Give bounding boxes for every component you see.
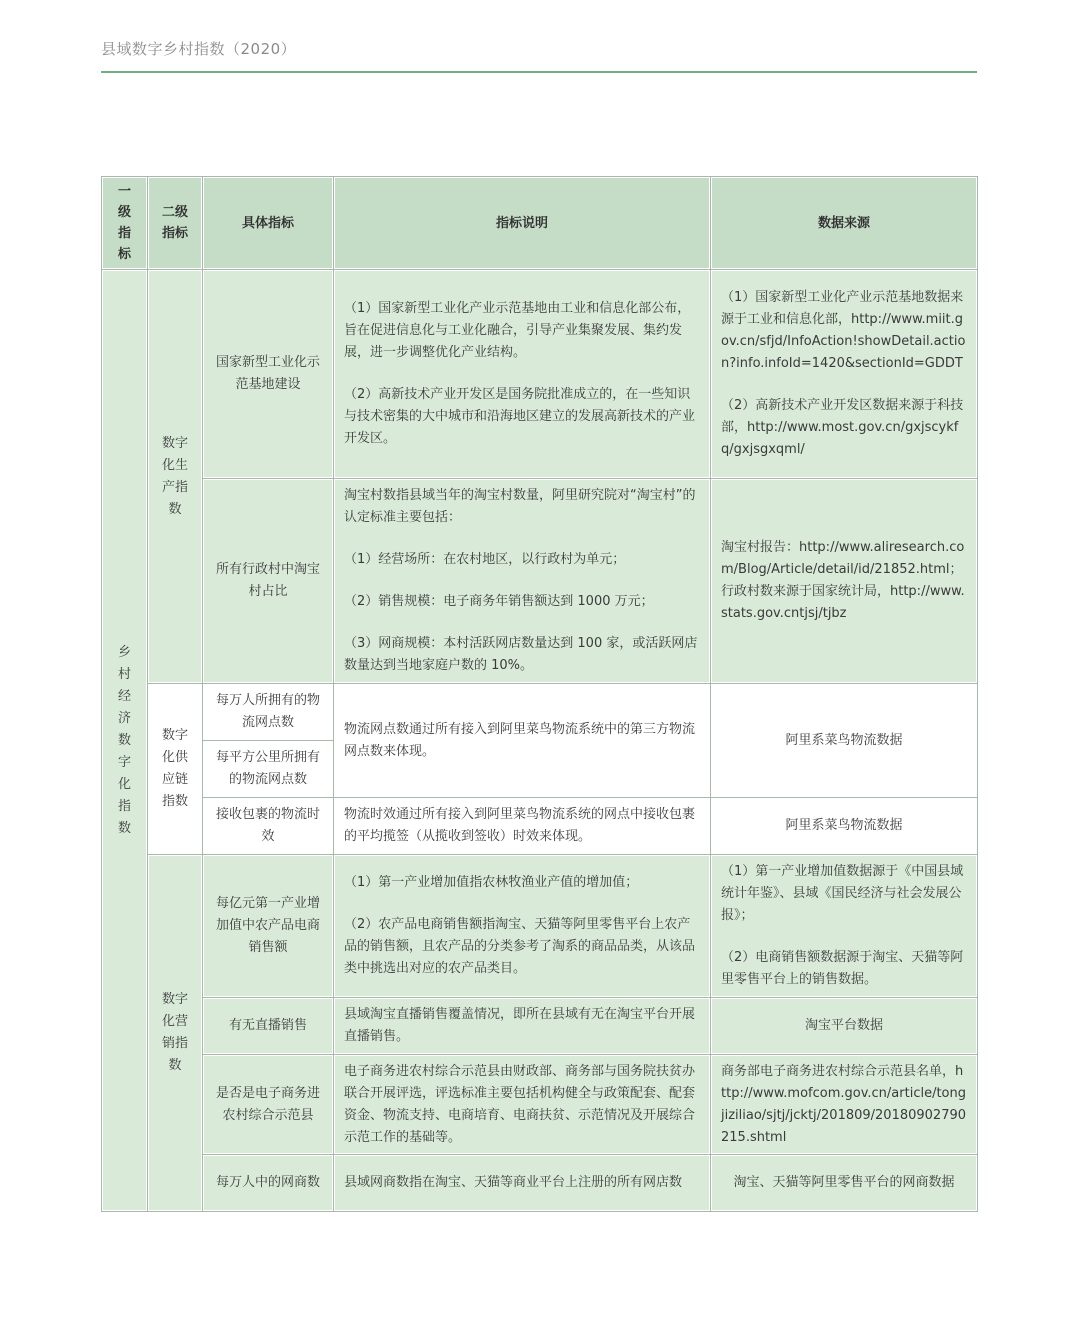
indicator-description [334,684,711,798]
specific-indicator: 每万人所拥有的物流网点数 [203,684,334,741]
description-paragraph: （2）销售规模：电子商务年销售额达到 1000 万元； [344,594,654,609]
data-source [711,855,978,998]
data-source: 阿里系菜鸟物流数据 [711,798,978,855]
description-paragraph: 物流时效通过所有接入到阿里菜鸟物流系统的网点中接收包裹的平均揽签（从揽收到签收）时效来体现。 [344,807,696,844]
specific-indicator: 每亿元第一产业增加值中农产品电商销售额 [203,855,334,998]
column-header: 指标说明 [334,177,711,270]
description-paragraph: （2）农产品电商销售额指淘宝、天猫等阿里零售平台上农产品的销售额，且农产品的分类参考了淘系的商品品类，从该品类中挑选出对应的农产品类目。 [344,917,696,976]
description-paragraph: （1）第一产业增加值指农林牧渔业产值的增加值； [344,875,639,890]
indicator-description [334,798,711,855]
specific-indicator: 接收包裹的物流时效 [203,798,334,855]
source-paragraph: （1）国家新型工业化产业示范基地数据来源于工业和信息化部，http://www.miit.gov.cn/sfjd/InfoAction!showDetail.action?info.infoId=1420&sectionId=GDDT [721,290,966,371]
column-header: 数据来源 [711,177,978,270]
indicator-description [334,479,711,684]
source-paragraph: （1）第一产业增加值数据源于《中国县域统计年鉴》、县域《国民经济与社会发展公报》； [721,864,964,923]
specific-indicator: 每平方公里所拥有的物流网点数 [203,741,334,798]
table-row [102,1055,978,1155]
source-paragraph: 淘宝村报告：http://www.aliresearch.com/Blog/Article/detail/id/21852.html；行政村数来源于国家统计局，http://www.stats.gov.cntjsj/tjbz [721,540,965,621]
table-row [102,684,978,741]
description-paragraph: 县域网商数指在淘宝、天猫等商业平台上注册的所有网店数 [344,1175,683,1190]
data-source: 淘宝平台数据 [711,998,978,1055]
level2-indicator [148,684,203,855]
level2-indicator [148,855,203,1212]
data-source: 阿里系菜鸟物流数据 [711,684,978,798]
indicator-description [334,998,711,1055]
indicator-description [334,1155,711,1212]
column-header: 一级 指标 [102,177,148,270]
description-paragraph: 县域淘宝直播销售覆盖情况，即所在县域有无在淘宝平台开展直播销售。 [344,1007,696,1044]
table-row [102,479,978,684]
data-source [711,1055,978,1155]
level2-indicator-label: 数字 化生 产指 数 [161,435,188,517]
column-header: 二级 指标 [148,177,203,270]
level2-indicator-label: 数字 化营 销指 数 [161,992,188,1073]
specific-indicator: 有无直播销售 [203,998,334,1055]
indicator-table [101,176,978,1212]
table-header-row [102,177,978,270]
indicator-description [334,1055,711,1155]
table-row [102,270,978,479]
data-source: 淘宝、天猫等阿里零售平台的网商数据 [711,1155,978,1212]
description-paragraph: （2）高新技术产业开发区是国务院批准成立的，在一些知识与技术密集的大中城市和沿海地区建立的发展高新技术的产业开发区。 [344,387,696,446]
description-paragraph: （1）国家新型工业化产业示范基地由工业和信息化部公布，旨在促进信息化与工业化融合，引导产业集聚发展、集约发展，进一步调整优化产业结构。 [344,301,691,360]
data-source [711,270,978,479]
level1-indicator-label: 乡 村 经 济 数 字 化 指 数 [117,644,131,836]
column-header: 具体指标 [203,177,334,270]
source-paragraph: （2）电商销售额数据源于淘宝、天猫等阿里零售平台上的销售数据。 [721,950,964,987]
specific-indicator: 每万人中的网商数 [203,1155,334,1212]
description-paragraph: 电子商务进农村综合示范县由财政部、商务部与国务院扶贫办联合开展评选，评选标准主要包括机构健全与政策配套、配套资金、物流支持、电商培育、电商扶贫、示范情况及开展综合示范工作的基础等。 [344,1063,696,1145]
table-row [102,855,978,998]
table-row [102,798,978,855]
specific-indicator: 所有行政村中淘宝村占比 [203,479,334,684]
source-paragraph: （2）高新技术产业开发区数据来源于科技部，http://www.most.gov.cn/gxjscykfq/gxjsgxqml/ [721,398,964,457]
source-paragraph: 商务部电子商务进农村综合示范县名单，http://www.mofcom.gov.cn/article/tongjiziliao/sjtj/jcktj/201809/20180902790215.shtml [721,1063,967,1145]
table-row [102,1155,978,1212]
level2-indicator [148,270,203,684]
level2-indicator-label: 数字 化供 应链 指数 [161,728,188,809]
data-source [711,479,978,684]
indicator-description [334,270,711,479]
description-paragraph: （1）经营场所：在农村地区，以行政村为单元； [344,552,626,567]
header-divider [101,71,977,73]
table-row [102,998,978,1055]
level1-indicator [102,270,148,1212]
description-paragraph: 物流网点数通过所有接入到阿里菜鸟物流系统中的第三方物流网点数来体现。 [344,721,696,759]
running-title: 县域数字乡村指数（2020） [101,40,297,58]
specific-indicator: 国家新型工业化示范基地建设 [203,270,334,479]
description-paragraph: （3）网商规模：本村活跃网店数量达到 100 家，或活跃网店数量达到当地家庭户数的 10%。 [344,636,698,673]
specific-indicator: 是否是电子商务进农村综合示范县 [203,1055,334,1155]
description-paragraph: 淘宝村数指县域当年的淘宝村数量，阿里研究院对“淘宝村”的认定标准主要包括： [344,488,696,525]
indicator-description [334,855,711,998]
